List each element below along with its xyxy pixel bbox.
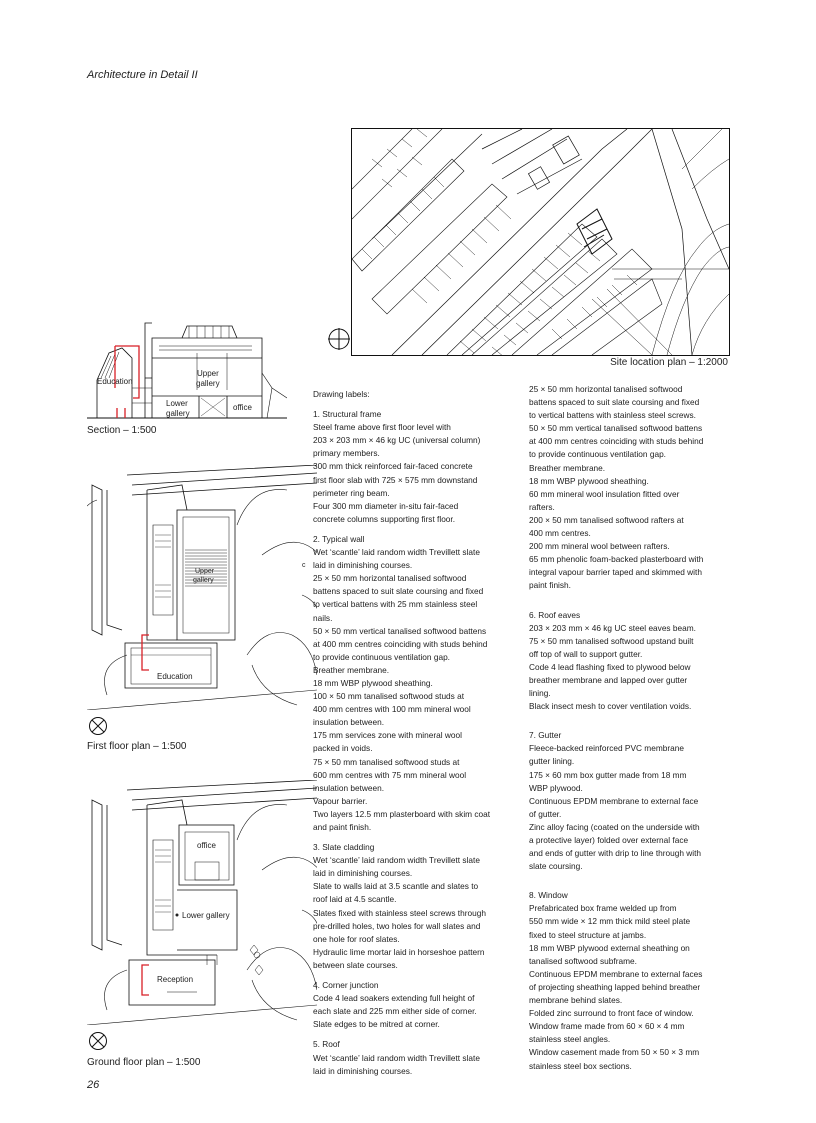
label-block bbox=[313, 1038, 509, 1077]
label-block-title: 8. Window bbox=[529, 890, 568, 901]
first-label-upper-gallery: Upper gallery bbox=[193, 568, 215, 584]
label-block-text: 25 × 50 mm horizontal tanalised softwood battens spaced to suit slate coursing and fixed to vertical battens with stainless steel screws. 50 × 50 mm vertical tanalised softwood battens at 400 mm centres coinciding with studs behind to provide continuous ventilation gap. Breather membrane. 18 mm WBP plywood sheathing. 60 mm mineral wool insulation fitted over rafters. 200 × 50 mm tanalised softwood rafters at 400 mm centres. 200 mm mineral wool between rafters. 65 mm phenolic foam-backed plasterboard with integral vapour barrier taped and skimmed with paint finish. bbox=[529, 384, 704, 591]
north-arrow-icon bbox=[327, 327, 351, 351]
first-label-education: Education bbox=[157, 672, 193, 681]
label-block bbox=[529, 383, 729, 593]
running-head: Architecture in Detail II bbox=[87, 69, 198, 81]
north-arrow-icon bbox=[88, 1031, 108, 1051]
label-block bbox=[313, 979, 509, 1031]
site-plan-caption: Site location plan – 1:2000 bbox=[610, 357, 728, 368]
label-block bbox=[313, 533, 509, 834]
ground-floor-caption: Ground floor plan – 1:500 bbox=[87, 1057, 201, 1068]
label-block-title: 1. Structural frame bbox=[313, 409, 382, 420]
north-arrow-icon bbox=[88, 716, 108, 736]
drawing-labels-heading: Drawing labels: bbox=[313, 389, 370, 399]
label-block bbox=[313, 408, 509, 526]
section-label-lower-gallery: Lower gallery bbox=[166, 399, 190, 418]
section-label-office: office bbox=[233, 403, 252, 412]
label-block-text: Fleece-backed reinforced PVC membrane gutter lining. 175 × 60 mm box gutter made from 18 mm WBP plywood. Continuous EPDM membrane to external face of gutter. Zinc alloy facing (coated on the underside with a protective layer) folded over external face and ends of gutter with drip to line through with slate coursing. bbox=[529, 743, 702, 872]
drawing-labels-column-2 bbox=[529, 383, 729, 1073]
section-caption: Section – 1:500 bbox=[87, 425, 157, 436]
drawing-labels-column-1 bbox=[313, 388, 509, 1078]
label-block-text: 203 × 203 mm × 46 kg UC steel eaves beam. 75 × 50 mm tanalised softwood upstand built off top of wall to support gutter. Code 4 lead flashing fixed to plywood below breather membrane and lapped over gutter lining. Black insect mesh to cover ventilation voids. bbox=[529, 622, 696, 712]
label-block bbox=[529, 729, 729, 873]
ground-label-office: office bbox=[197, 841, 216, 850]
site-north-arrow bbox=[327, 327, 351, 356]
page-number: 26 bbox=[87, 1079, 100, 1091]
section-label-upper-gallery: Upper gallery bbox=[196, 369, 220, 388]
ground-floor-plan bbox=[87, 780, 317, 1030]
label-block-title: 3. Slate cladding bbox=[313, 842, 375, 853]
ground-label-reception: Reception bbox=[157, 975, 194, 984]
label-block-title: 7. Gutter bbox=[529, 730, 562, 741]
label-block-title: 2. Typical wall bbox=[313, 533, 365, 544]
first-floor-north-arrow bbox=[88, 716, 108, 741]
label-block-text: Wet ‘scantle’ laid random width Trevillett slate laid in diminishing courses. bbox=[313, 1052, 480, 1076]
site-location-plan bbox=[351, 128, 730, 356]
label-block-text: Code 4 lead soakers extending full height of each slate and 225 mm either side of corner. Slate edges to be mitred at corner. bbox=[313, 993, 477, 1030]
label-block bbox=[313, 841, 509, 972]
ground-floor-north-arrow bbox=[88, 1031, 108, 1056]
label-block-text: Steel frame above first floor level with 203 × 203 mm × 46 kg UC (universal column) primary members. 300 mm thick reinforced fair-faced concrete first floor slab with 725 × 575 mm downstand perimeter ring beam. Four 300 mm diameter in-situ fair-faced concrete columns supporting first floor. bbox=[313, 422, 481, 524]
label-block-title: 6. Roof eaves bbox=[529, 609, 581, 620]
first-floor-caption: First floor plan – 1:500 bbox=[87, 741, 187, 752]
label-block-text: Wet ‘scantle’ laid random width Trevillett slate laid in diminishing courses. Slate to walls laid at 3.5 scantle and slates to roof laid at 4.5 scantle. Slates fixed with stainless steel screws through pre-drilled holes, two holes for wall slates and one hole for roof slates. Hydraulic lime mortar laid in horseshoe pattern between slate courses. bbox=[313, 855, 486, 970]
label-block bbox=[529, 609, 729, 714]
first-floor-plan bbox=[87, 465, 317, 715]
label-block-title: 5. Roof bbox=[313, 1039, 340, 1050]
label-block-text: Wet ‘scantle’ laid random width Trevillett slate laid in diminishing courses. 25 × 50 mm horizontal tanalised softwood battens spaced to suit slate coursing and fixed to vertical battens with 25 mm stainless steel nails. 50 × 50 mm vertical tanalised softwood battens at 400 mm centres coinciding with studs behind to provide continuous ventilation gap. Breather membrane. 18 mm WBP plywood sheathing. 100 × 50 mm tanalised softwood studs at 400 mm centres with 100 mm mineral wool insulation between. 175 mm services zone with mineral wool packed in voids. 75 × 50 mm tanalised softwood studs at 600 mm centres with 75 mm mineral wool insulation between. Vapour barrier. Two layers 12.5 mm plasterboard with skim coat and paint finish. bbox=[313, 547, 491, 832]
label-block bbox=[529, 889, 729, 1072]
section-label-education: Education bbox=[97, 377, 133, 386]
label-block-title: 4. Corner junction bbox=[313, 980, 379, 991]
section-drawing bbox=[87, 318, 287, 428]
site-plan-drawing bbox=[352, 129, 729, 355]
ground-label-lower-gallery: Lower gallery bbox=[182, 911, 230, 920]
svg-text:c: c bbox=[302, 562, 306, 569]
label-block-text: Prefabricated box frame welded up from 550 mm wide × 12 mm thick mild steel plate fixed to steel structure at jambs. 18 mm WBP plywood external sheathing on tanalised softwood subframe. Continuous EPDM membrane to external faces of projecting sheathing lapped behind breather membrane behind slates. Folded zinc surround to front face of window. Window frame made from 60 × 60 × 4 mm stainless steel angles. Window casement made from 50 × 50 × 3 mm stainless steel box sections. bbox=[529, 903, 703, 1071]
